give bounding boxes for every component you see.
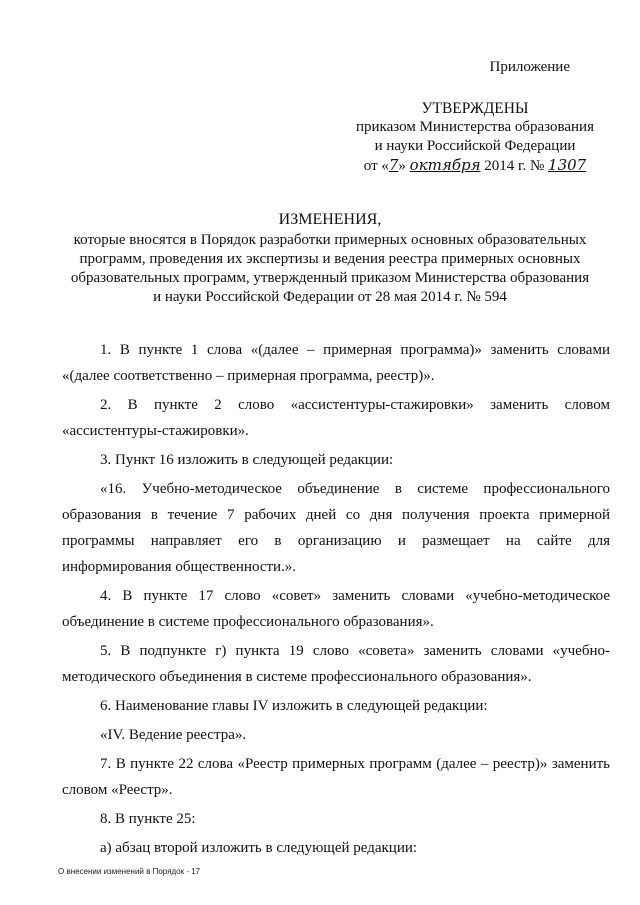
paragraph-item-4: 4. В пункте 17 слово «совет» заменить словами «учебно-методическое объединение в системе профессионального образования». — [62, 588, 610, 630]
document-body — [62, 337, 610, 864]
title-heading: ИЗМЕНЕНИЯ, — [278, 211, 382, 228]
date-year: 2014 г. № — [484, 158, 545, 174]
paragraph-item-5: 5. В подпункте г) пункта 19 слово «совета» заменить словами «учебно-методического объединения в системе профессионального образования». — [62, 643, 610, 685]
date-mid: » — [398, 158, 406, 174]
handwritten-number: 1307 — [548, 156, 587, 174]
approval-line-2: и науки Российской Федерации — [374, 138, 576, 154]
title-line: программ, проведения их экспертизы и ведения реестра примерных основных — [79, 251, 581, 267]
title-line: которые вносятся в Порядок разработки примерных основных образовательных — [73, 232, 587, 248]
handwritten-day: 7 — [388, 156, 399, 174]
approval-line-1: приказом Министерства образования — [356, 119, 594, 135]
handwritten-month: октября — [409, 156, 481, 174]
paragraph-subitem-a: а) абзац второй изложить в следующей редакции: — [100, 840, 418, 856]
paragraph-item-2: 2. В пункте 2 слово «ассистентуры-стажировки» заменить словом «ассистентуры-стажировки». — [62, 397, 610, 439]
title-line: образовательных программ, утвержденный приказом Министерства образования — [70, 270, 590, 286]
title-line: и науки Российской Федерации от 28 мая 2014 г. № 594 — [153, 289, 507, 305]
paragraph-item-6: 6. Наименование главы IV изложить в следующей редакции: — [100, 698, 488, 714]
approval-stamp — [340, 58, 610, 176]
approved-heading: УТВЕРЖДЕНЫ — [421, 100, 529, 117]
page-footer: О внесении изменений в Порядок - 17 — [58, 867, 201, 876]
paragraph-item-3: 3. Пункт 16 изложить в следующей редакции: — [100, 452, 394, 468]
paragraph-item-1: 1. В пункте 1 слова «(далее – примерная программа)» заменить словами «(далее соответственно – примерная программа, реестр)». — [62, 342, 610, 384]
paragraph-quote-16: «16. Учебно-методическое объединение в системе профессионального образования в течение 7 рабочих дней со дня получения проекта примерной программы направляет его в организацию и размещает на сайте для информирования общественности.». — [62, 481, 610, 575]
approval-date-line — [340, 156, 610, 176]
appendix-label: Приложение — [489, 59, 570, 75]
paragraph-item-7: 7. В пункте 22 слова «Реестр примерных программ (далее – реестр)» заменить словом «Реестр». — [62, 756, 610, 798]
date-prefix: от « — [363, 158, 389, 174]
document-title — [60, 210, 600, 307]
paragraph-quote-iv: «IV. Ведение реестра». — [100, 727, 247, 743]
paragraph-item-8: 8. В пункте 25: — [100, 811, 196, 827]
